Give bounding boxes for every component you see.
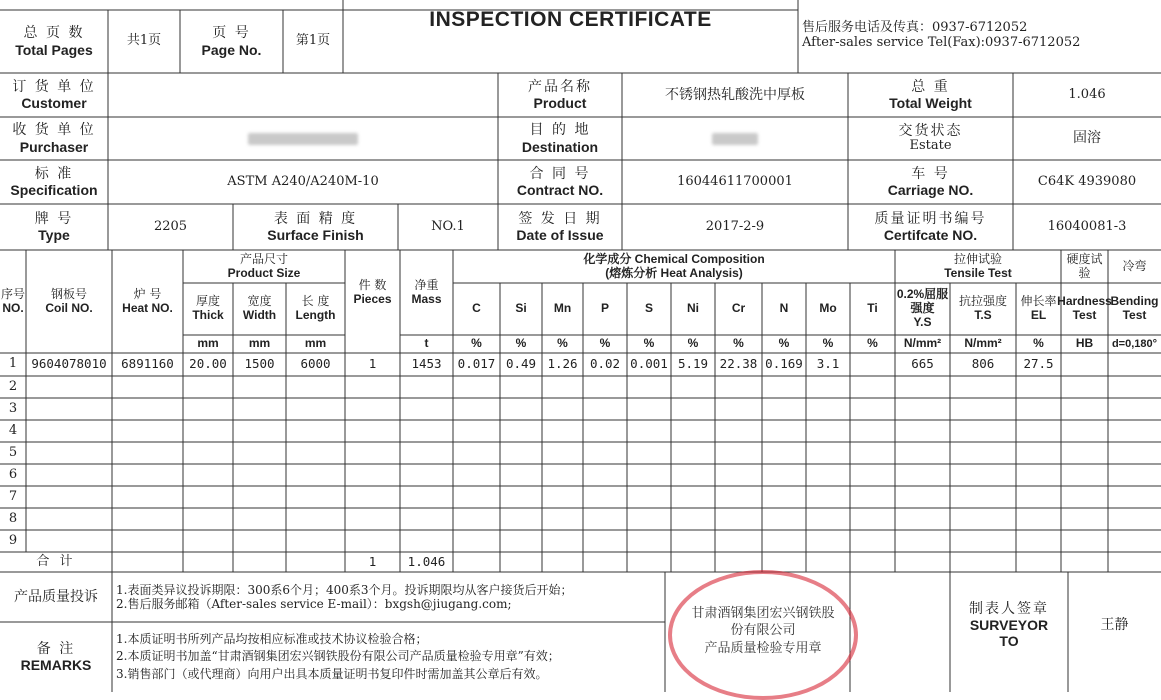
col-width-header: 宽度 Width — [242, 294, 277, 322]
col-ti-header: Ti — [867, 301, 878, 316]
certificate-no-label: 质量证明书编号 Certifcate NO. — [874, 210, 987, 243]
unit-ts: N/mm² — [964, 336, 1002, 351]
ni-value: 5.19 — [677, 356, 709, 372]
col-mn-header: Mn — [553, 301, 572, 316]
unit-pct: % — [687, 336, 699, 351]
unit-pct: % — [599, 336, 611, 351]
col-cr-header: Cr — [731, 301, 746, 316]
unit-pct: % — [643, 336, 655, 351]
surface-finish-value: NO.1 — [431, 218, 465, 234]
contract-value: 16044611700001 — [677, 173, 793, 189]
col-heat-header: 炉 号 Heat NO. — [122, 286, 173, 315]
row-no: 2 — [8, 378, 18, 394]
el-value: 27.5 — [1023, 356, 1054, 372]
row-no: 1 — [8, 356, 18, 372]
carriage-label: 车 号 Carriage NO. — [887, 165, 974, 198]
complaint-text: 1.表面类异议投诉期限：300系6个月；400系3个月。投诉期限均从客户接货后开始； 2.售后服务邮箱（After-sales service E-mail）：bxgsh@jiugang.com; — [116, 583, 573, 611]
destination-value-redacted — [622, 117, 848, 160]
surveyor-label: 制表人签章 SURVEYOR TO — [969, 600, 1049, 650]
seal-text: 甘肃酒钢集团宏兴钢铁股 份有限公司 产品质量检验专用章 — [691, 605, 835, 656]
certificate-title: INSPECTION CERTIFICATE — [429, 7, 712, 31]
purchaser-label: 收 货 单 位 Purchaser — [12, 122, 96, 155]
unit-bend: d=0,180° — [1111, 337, 1158, 350]
unit-el: % — [1033, 336, 1044, 351]
total-pieces: 1 — [368, 553, 377, 569]
col-coil-header: 钢板号 Coil NO. — [45, 286, 93, 315]
unit-pct: % — [557, 336, 568, 351]
type-label: 牌 号 Type — [34, 210, 74, 243]
redacted-block — [248, 133, 358, 145]
estate-value: 固溶 — [1073, 130, 1101, 147]
col-mass-header: 净重 Mass — [411, 277, 442, 306]
unit-ys: N/mm² — [903, 336, 942, 351]
row-no: 5 — [8, 444, 18, 460]
customer-value — [108, 73, 498, 117]
unit-pct: % — [778, 336, 790, 351]
unit-pct: % — [867, 336, 878, 351]
total-pages-label: 总 页 数 Total Pages — [15, 25, 93, 58]
col-ni-header: Ni — [687, 301, 699, 316]
row-no: 3 — [8, 400, 18, 416]
col-seq-header: 序号 NO. — [0, 286, 25, 315]
hardness-header-en: Hardness Test — [1057, 294, 1112, 322]
unit-mass: t — [424, 336, 429, 351]
destination-label: 目 的 地 Destination — [521, 122, 599, 155]
length-value: 6000 — [300, 356, 331, 372]
purchaser-value-redacted — [108, 117, 498, 160]
complaint-label: 产品质量投诉 — [14, 588, 98, 605]
heat-no: 6891160 — [121, 356, 174, 372]
p-value: 0.02 — [589, 356, 621, 372]
surface-finish-label: 表 面 精 度 Surface Finish — [267, 210, 364, 243]
ts-value: 806 — [971, 356, 995, 372]
col-ts-header: 抗拉强度 T.S — [958, 294, 1007, 322]
total-label: 合 计 — [36, 553, 76, 569]
unit-width: mm — [248, 336, 271, 351]
s-value: 0.001 — [630, 356, 668, 372]
contract-label: 合 同 号 Contract NO. — [516, 165, 604, 198]
estate-label: 交货状态 Estate — [898, 122, 963, 154]
unit-thick: mm — [197, 336, 219, 351]
coil-no: 9604078010 — [31, 356, 107, 372]
date-label: 签 发 日 期 Date of Issue — [516, 210, 604, 243]
unit-hb: HB — [1075, 336, 1094, 351]
row-no: 6 — [8, 466, 18, 482]
date-value: 2017-2-9 — [705, 218, 765, 234]
unit-pct: % — [822, 336, 834, 351]
unit-pct: % — [471, 336, 482, 351]
row-no: 9 — [8, 532, 18, 548]
service-info: 售后服务电话及传真：0937-6712052 After-sales service Tel(Fax):0937-6712052 — [802, 20, 1081, 50]
tensile-test-header: 拉伸试验 Tensile Test — [944, 251, 1012, 280]
type-value: 2205 — [153, 218, 188, 234]
si-value: 0.49 — [505, 356, 537, 372]
row-no: 4 — [8, 422, 18, 438]
n-value: 0.169 — [765, 356, 803, 372]
width-value: 1500 — [244, 356, 275, 372]
c-value: 0.017 — [457, 356, 496, 372]
bending-header-en: Bending Test — [1110, 294, 1159, 322]
ti-value — [850, 353, 895, 376]
mo-value: 3.1 — [816, 356, 840, 372]
col-s-header: S — [644, 301, 653, 316]
chemical-composition-header: 化学成分 Chemical Composition (熔炼分析 Heat Analysis) — [583, 251, 765, 280]
col-pieces-header: 件 数 Pieces — [353, 277, 392, 306]
pieces-value: 1 — [368, 356, 377, 372]
redacted-block — [712, 133, 758, 145]
remarks-label: 备 注 REMARKS — [20, 640, 92, 673]
total-weight-label: 总 重 Total Weight — [889, 78, 972, 111]
certificate-no-value: 16040081-3 — [1047, 218, 1127, 234]
cr-value: 22.38 — [719, 356, 758, 372]
col-thick-header: 厚度 Thick — [192, 294, 224, 322]
col-ys-header: 0.2%屈服强度 Y.S — [896, 287, 949, 329]
specification-label: 标 准 Specification — [10, 165, 98, 198]
row-no: 7 — [8, 488, 18, 504]
thick-value: 20.00 — [189, 356, 227, 372]
bending-header-cn: 冷弯 — [1122, 258, 1147, 273]
mass-value: 1453 — [411, 356, 442, 372]
page-no-value: 第1页 — [295, 33, 331, 49]
col-c-header: C — [472, 301, 481, 316]
total-pages-value: 共1页 — [126, 33, 162, 49]
product-value: 不锈钢热轧酸洗中厚板 — [665, 86, 805, 103]
unit-pct: % — [515, 336, 527, 351]
col-p-header: P — [600, 301, 609, 316]
page-no-label: 页 号 Page No. — [201, 25, 262, 58]
customer-label: 订 货 单 位 Customer — [12, 78, 96, 111]
col-si-header: Si — [515, 301, 527, 316]
carriage-value: C64K 4939080 — [1037, 173, 1137, 189]
col-mo-header: Mo — [819, 301, 837, 316]
hardness-header-cn: 硬度试验 — [1066, 251, 1103, 280]
unit-pct: % — [733, 336, 744, 351]
remarks-text: 1.本质证明书所列产品均按相应标准或技术协议检验合格； 2.本质证明书加盖“甘肃酒钢集团宏兴钢铁股份有限公司产品质量检验专用章”有效； 3.销售部门（或代理商）向用户出具本质量证明书复印件时需加盖其公章后有效。 — [116, 631, 560, 681]
mn-value: 1.26 — [547, 356, 578, 372]
unit-length: mm — [304, 336, 327, 351]
col-el-header: 伸长率 EL — [1020, 294, 1057, 322]
total-weight-value: 1.046 — [1068, 86, 1106, 102]
col-n-header: N — [779, 301, 789, 316]
ys-value: 665 — [911, 356, 934, 372]
col-length-header: 长 度 Length — [295, 294, 336, 322]
product-size-header: 产品尺寸 Product Size — [227, 251, 301, 280]
specification-value: ASTM A240/A240M-10 — [227, 173, 379, 189]
total-mass: 1.046 — [407, 553, 446, 569]
surveyor-name: 王静 — [1100, 616, 1129, 633]
row-no: 8 — [8, 510, 18, 526]
product-label: 产品名称 Product — [528, 78, 592, 111]
